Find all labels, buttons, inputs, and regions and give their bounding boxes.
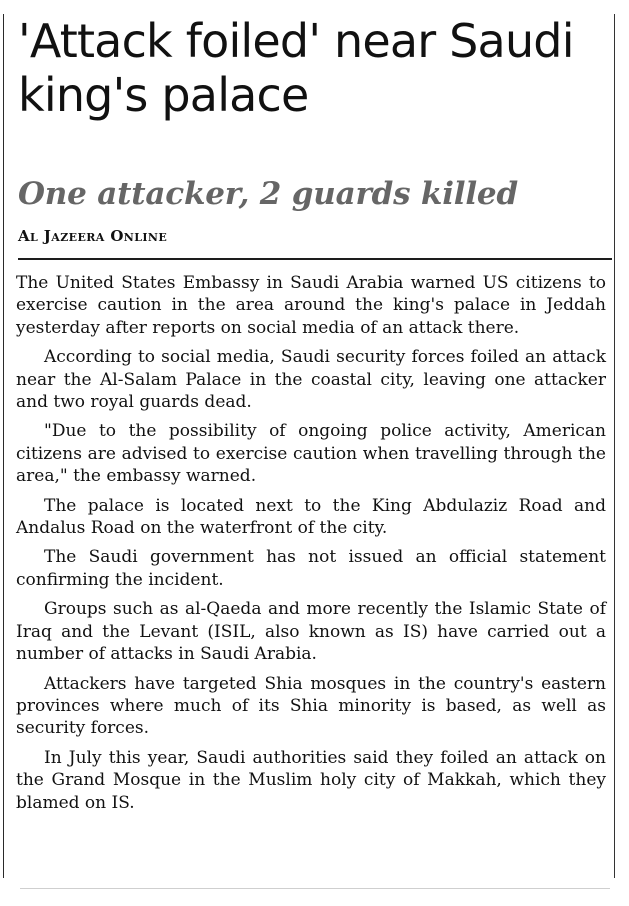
- article-paragraph: The United States Embassy in Saudi Arabia warned US citizens to exercise caution in the area around the king's palace in Jeddah yesterday after reports on social media of an attack there.: [16, 273, 606, 338]
- right-column-rule: [614, 14, 615, 878]
- article-paragraph: The palace is located next to the King Abdulaziz Road and Andalus Road on the waterfront of the city.: [16, 495, 606, 539]
- article-paragraph: In July this year, Saudi authorities said they foiled an attack on the Grand Mosque in the Muslim holy city of Makkah, which they blamed on IS.: [16, 747, 606, 813]
- byline-divider: [18, 258, 612, 260]
- article-paragraph: According to social media, Saudi security forces foiled an attack near the Al-Salam Palace in the coastal city, leaving one attacker and two royal guards dead.: [16, 347, 606, 413]
- article-byline: Al Jazeera Online: [18, 227, 168, 245]
- article-body: [16, 272, 606, 821]
- article-subheadline: One attacker, 2 guards killed: [18, 176, 518, 212]
- article-headline: 'Attack foiled' near Saudi king's palace: [18, 14, 574, 122]
- bottom-border: [20, 888, 610, 889]
- article-paragraph: The Saudi government has not issued an official statement confirming the incident.: [16, 547, 606, 590]
- article-paragraph: "Due to the possibility of ongoing police activity, American citizens are advised to exercise caution when travelling through the area," the embassy warned.: [16, 421, 606, 487]
- article-paragraph: Attackers have targeted Shia mosques in the country's eastern provinces where much of its Shia minority is based, as well as security forces.: [16, 673, 606, 739]
- article-paragraph: Groups such as al-Qaeda and more recently the Islamic State of Iraq and the Levant (ISIL, also known as IS) have carried out a number of attacks in Saudi Arabia.: [16, 599, 606, 665]
- left-column-rule: [3, 14, 4, 878]
